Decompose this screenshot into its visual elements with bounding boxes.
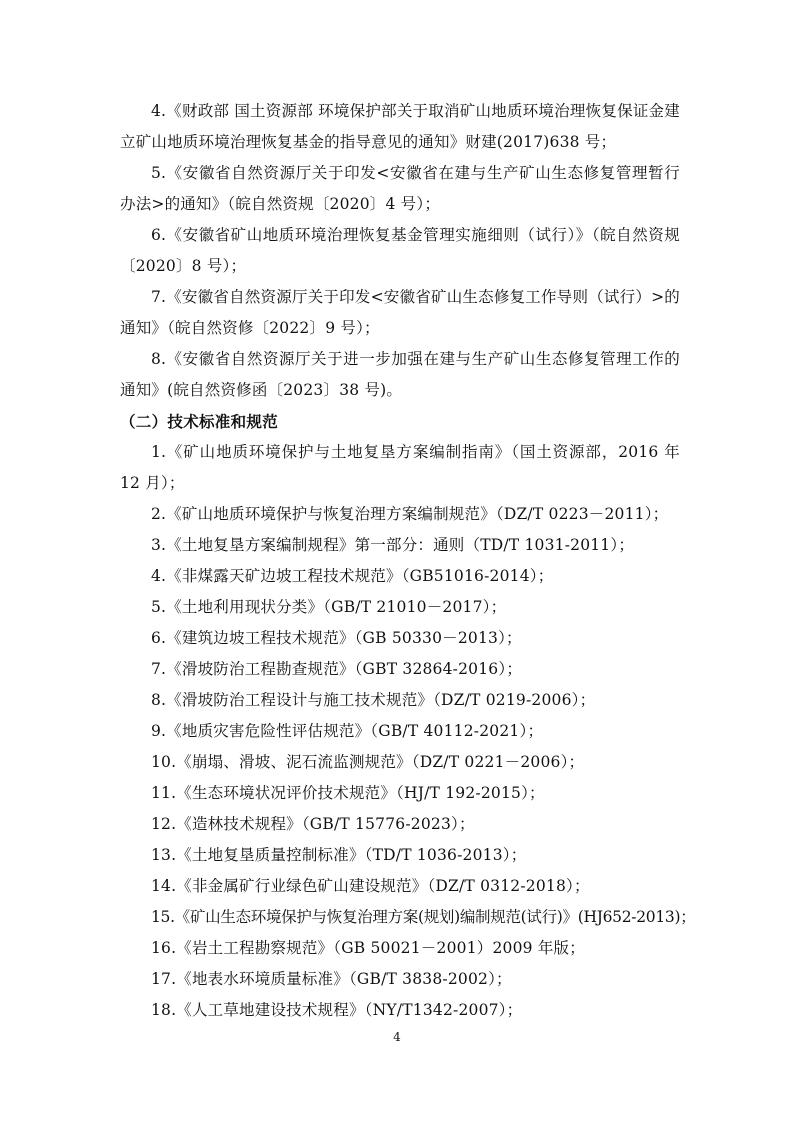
standard-item-1: 1.《矿山地质环境保护与土地复垦方案编制指南》（国土资源部，2016 年 12 月）； <box>120 443 680 492</box>
standard-item-11: 11.《生态环境状况评价技术规范》（HJ/T 192-2015）； <box>151 784 545 802</box>
policy-item-7: 7.《安徽省自然资源厅关于印发<安徽省矿山生态修复工作导则（试行）>的通知》（皖自然资修〔2022〕9 号）； <box>120 288 680 337</box>
standard-item-5: 5.《土地利用现状分类》（GB/T 21010－2017）； <box>151 598 507 616</box>
policy-item-8: 8.《安徽省自然资源厅关于进一步加强在建与生产矿山生态修复管理工作的通知》(皖自然资修函〔2023〕38 号)。 <box>120 350 680 399</box>
standard-item-12: 12.《造林技术规程》（GB/T 15776-2023）； <box>151 815 475 833</box>
standard-item-7: 7.《滑坡防治工程勘查规范》（GBT 32864-2016）； <box>151 660 523 678</box>
policy-item-6: 6.《安徽省矿山地质环境治理恢复基金管理实施细则（试行）》（皖自然资规〔2020〕8 号）； <box>120 226 680 275</box>
policy-item-4: 4.《财政部 国土资源部 环境保护部关于取消矿山地质环境治理恢复保证金建立矿山地质环境治理恢复基金的指导意见的通知》财建(2017)638 号； <box>120 102 680 151</box>
standard-item-16: 16.《岩土工程勘察规范》（GB 50021－2001）2009 年版； <box>151 939 585 957</box>
standard-item-10: 10.《崩塌、滑坡、泥石流监测规范》（DZ/T 0221－2006）； <box>151 753 585 771</box>
standard-item-3: 3.《土地复垦方案编制规程》第一部分：通则（TD/T 1031-2011）； <box>151 536 635 554</box>
standard-item-18: 18.《人工草地建设技术规程》（NY/T1342-2007）； <box>151 1001 523 1019</box>
section-heading: （二）技术标准和规范 <box>120 412 279 431</box>
standard-item-9: 9.《地质灾害危险性评估规范》（GB/T 40112-2021）； <box>151 722 544 740</box>
standard-item-8: 8.《滑坡防治工程设计与施工技术规范》（DZ/T 0219-2006）； <box>151 691 596 709</box>
standard-item-15: 15.《矿山生态环境保护与恢复治理方案(规划)编制规范(试行)》(HJ652-2013)； <box>151 908 696 926</box>
standard-item-14: 14.《非金属矿行业绿色矿山建设规范》（DZ/T 0312-2018）； <box>151 877 590 895</box>
standard-item-4: 4.《非煤露天矿边坡工程技术规范》（GB51016-2014）； <box>151 567 554 585</box>
page-body <box>120 96 696 1026</box>
standard-item-13: 13.《土地复垦质量控制标准》（TD/T 1036-2013）； <box>151 846 527 864</box>
policy-item-5: 5.《安徽省自然资源厅关于印发<安徽省在建与生产矿山生态修复管理暂行办法>的通知》（皖自然资规〔2020〕4 号）； <box>120 164 680 213</box>
page-number: 4 <box>393 1030 401 1044</box>
standard-item-17: 17.《地表水环境质量标准》（GB/T 3838-2002）； <box>151 970 512 988</box>
standard-item-6: 6.《建筑边坡工程技术规范》（GB 50330－2013）； <box>151 629 522 647</box>
standard-item-2: 2.《矿山地质环境保护与恢复治理方案编制规范》（DZ/T 0223－2011）； <box>151 505 669 523</box>
